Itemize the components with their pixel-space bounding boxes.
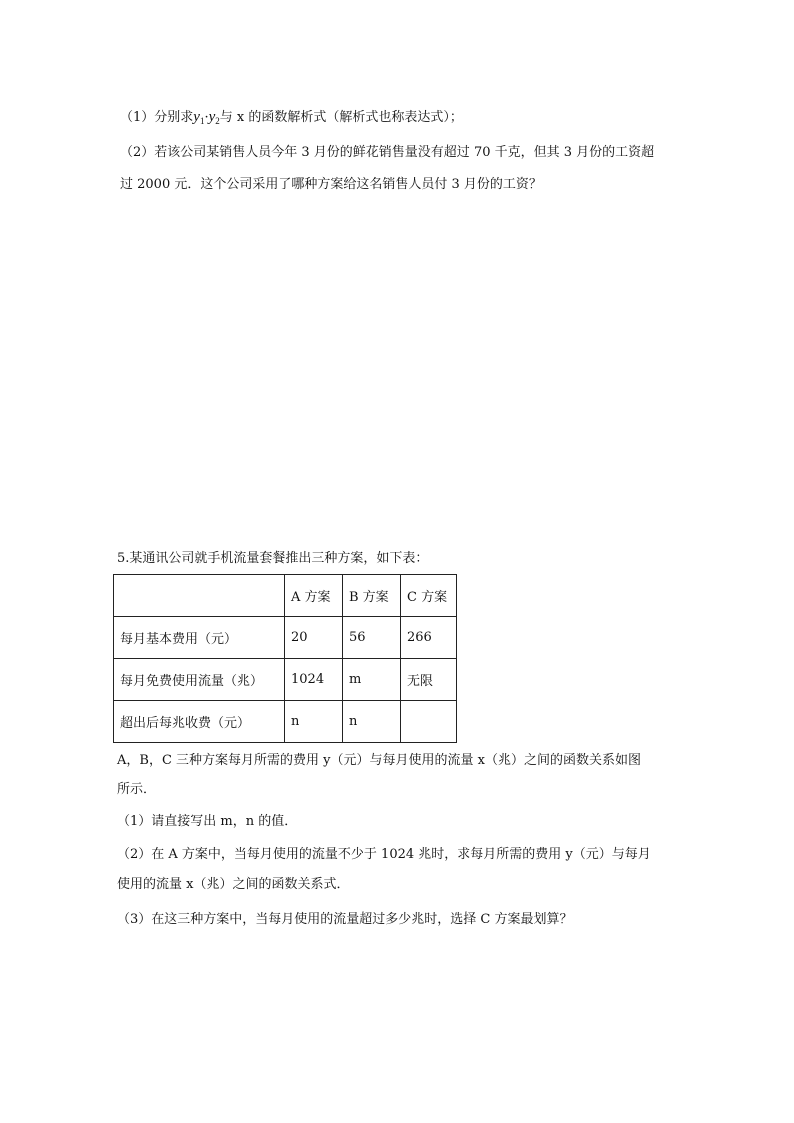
q4-part2-line1: （2）若该公司某销售人员今年 3 月份的鲜花销售量没有超过 70 千克，但其 3 月份的工资超 — [120, 145, 655, 160]
q5-desc-line2: 所示． — [117, 782, 157, 797]
q4-part2-line2: 过 2000 元．这个公司采用了哪种方案给这名销售人员付 3 月份的工资？ — [120, 177, 542, 192]
q5-sub2-line2: 使用的流量 x（兆）之间的函数关系式． — [117, 877, 350, 892]
q4-part1-prefix: （1）分别求 — [120, 110, 194, 125]
y2-symbol: $y_2$ — [208, 109, 220, 126]
q4-part1-suffix: 与 x 的函数解析式（解析式也称表达式）； — [219, 110, 463, 125]
table-header-row — [114, 575, 457, 617]
table-header-cell: C 方案 — [401, 575, 457, 617]
table-cell: n — [285, 701, 343, 743]
table-cell: 20 — [285, 617, 343, 659]
table-header-cell: A 方案 — [285, 575, 343, 617]
q5-intro: 5.某通讯公司就手机流量套餐推出三种方案，如下表： — [117, 551, 429, 566]
symbol-separator: · — [204, 110, 209, 125]
table-header-cell: B 方案 — [343, 575, 401, 617]
table-cell: n — [343, 701, 401, 743]
table-cell — [401, 701, 457, 743]
table-cell: 无限 — [401, 659, 457, 701]
table-row — [114, 659, 457, 701]
y1-symbol: $y_1$ — [193, 109, 205, 126]
table-row — [114, 701, 457, 743]
table-header-cell — [114, 575, 285, 617]
q5-sub3: （3）在这三种方案中，当每月使用的流量超过多少兆时，选择 C 方案最划算？ — [117, 912, 573, 927]
table-row — [114, 617, 457, 659]
q5-desc-line1: A，B，C 三种方案每月所需的费用 y（元）与每月使用的流量 x（兆）之间的函数关系如图 — [117, 753, 641, 768]
table-cell: 超出后每兆收费（元） — [114, 701, 285, 743]
table-cell: 每月基本费用（元） — [114, 617, 285, 659]
table-cell: 266 — [401, 617, 457, 659]
q5-sub1: （1）请直接写出 m，n 的值． — [117, 814, 298, 829]
q5-sub2-line1: （2）在 A 方案中，当每月使用的流量不少于 1024 兆时，求每月所需的费用 y（元）与每月 — [117, 847, 651, 862]
q4-part1 — [120, 108, 463, 130]
table-cell: m — [343, 659, 401, 701]
table-cell: 56 — [343, 617, 401, 659]
table-cell: 每月免费使用流量（兆） — [114, 659, 285, 701]
plans-table — [113, 574, 457, 743]
table-cell: 1024 — [285, 659, 343, 701]
